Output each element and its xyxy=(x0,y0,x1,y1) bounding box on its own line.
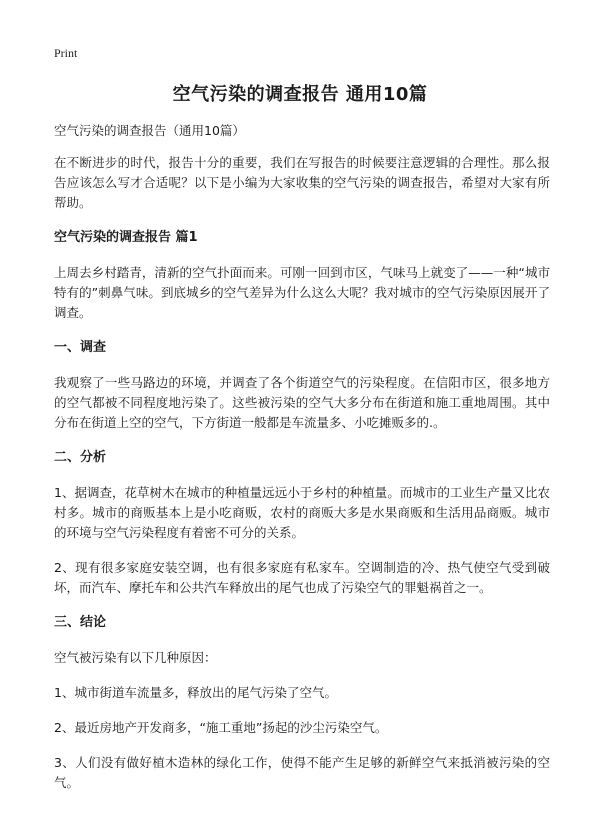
analysis-paragraph-2: 2、现有很多家庭安装空调，也有很多家庭有私家车。空调制造的冷、热气使空气受到破坏，而汽车、摩托车和公共汽车释放出的尾气也成了污染空气的罪魁祸首之一。 xyxy=(54,560,550,595)
conclusion-intro: 空气被污染有以下几种原因： xyxy=(54,650,217,665)
print-link[interactable]: Print xyxy=(54,46,78,60)
conclusion-item-3: 3、人们没有做好植木造林的绿化工作，使得不能产生足够的新鲜空气来抵消被污染的空气。 xyxy=(54,755,550,790)
opening-paragraph: 上周去乡村踏青，清新的空气扑面而来。可刚一回到市区，气味马上就变了——一种“城市特有的”刺鼻气味。到底城乡的空气差异为什么这么大呢？我对城市的空气污染原因展开了调查。 xyxy=(54,265,550,320)
intro-paragraph: 在不断进步的时代，报告十分的重要，我们在写报告的时候要注意逻辑的合理性。那么报告应该怎么写才合适呢？以下是小编为大家收集的空气污染的调查报告，希望对大家有所帮助。 xyxy=(54,155,550,210)
survey-paragraph: 我观察了一些马路边的环境，并调查了各个街道空气的污染程度。在信阳市区，很多地方的空气都被不同程度地污染了。这些被污染的空气大多分布在街道和施工重地周围。其中分布在街道上空的空气，下方街道一般都是车流量多、小吃摊贩多的.。 xyxy=(54,375,550,430)
document-body xyxy=(54,121,550,808)
section-heading-analysis: 二、分析 xyxy=(54,450,107,465)
page-title: 空气污染的调查报告 通用10篇 xyxy=(172,84,428,105)
section-heading-survey: 一、调查 xyxy=(54,340,107,355)
analysis-paragraph-1: 1、据调查，花草树木在城市的种植量远远小于乡村的种植量。而城市的工业生产量又比农村多。城市的商贩基本上是小吃商贩，农村的商贩大多是水果商贩和生活用品商贩。城市的环境与空气污染程度有着密不可分的关系。 xyxy=(54,485,550,540)
conclusion-item-1: 1、城市街道车流量多，释放出的尾气污染了空气。 xyxy=(54,685,337,700)
conclusion-item-2: 2、最近房地产开发商多，“施工重地”扬起的沙尘污染空气。 xyxy=(54,720,388,735)
article-heading: 空气污染的调查报告 篇1 xyxy=(54,230,198,245)
section-heading-conclusion: 三、结论 xyxy=(54,615,107,630)
doc-subtitle: 空气污染的调查报告（通用10篇） xyxy=(54,123,245,138)
